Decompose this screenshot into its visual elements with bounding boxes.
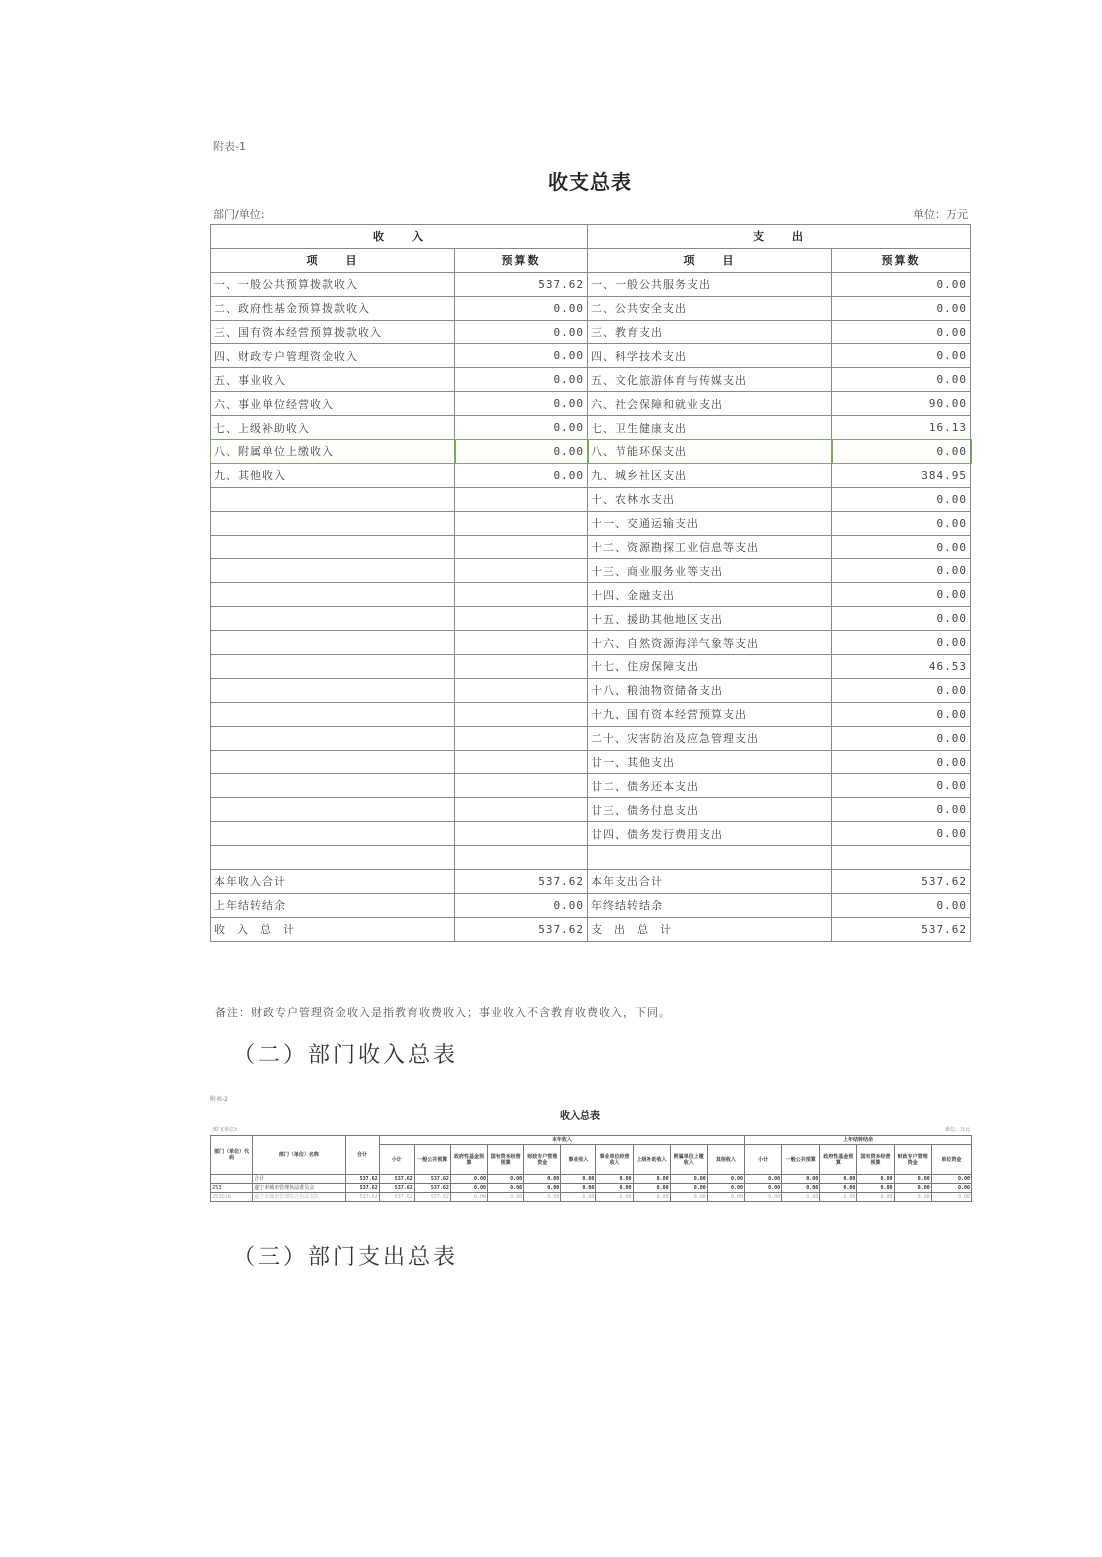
- department-label: 部门(单位):: [212, 1127, 238, 1133]
- expense-value: 0.00: [832, 702, 971, 726]
- cell-value: 0.00: [633, 1184, 670, 1193]
- income-value: [455, 798, 588, 822]
- expense-value: [832, 846, 971, 870]
- table-row: [211, 440, 971, 464]
- table-row: [211, 559, 971, 583]
- col-sub: 事业收入: [561, 1145, 596, 1175]
- cell-value: 0.00: [931, 1175, 971, 1184]
- expense-item: 十四、金融支出: [588, 583, 832, 607]
- col-sub: 财政专户管理资金: [524, 1145, 561, 1175]
- col-sub: 附属单位上缴收入: [670, 1145, 707, 1175]
- table-row: [211, 392, 971, 416]
- income-value: [455, 607, 588, 631]
- table-row: [211, 678, 971, 702]
- dept-name: 遂宁市城市管理综合执法支队: [253, 1193, 345, 1202]
- cell-value: 0.00: [820, 1193, 857, 1202]
- cell-value: 0.00: [524, 1175, 561, 1184]
- expense-header: 支 出: [588, 225, 971, 249]
- income-value: [455, 726, 588, 750]
- expense-value: 0.00: [832, 535, 971, 559]
- dept-name: 合计: [253, 1175, 345, 1184]
- dept-code: [211, 1175, 253, 1184]
- table-row: [211, 1175, 972, 1184]
- income-value: [455, 583, 588, 607]
- income-item: [211, 750, 455, 774]
- section-heading: （二）部门收入总表: [233, 1043, 459, 1068]
- income-value: [455, 631, 588, 655]
- income-item: 一、一般公共预算拨款收入: [211, 272, 455, 296]
- income-item: 九、其他收入: [211, 463, 455, 487]
- cell-value: 0.00: [561, 1184, 596, 1193]
- expense-item: 四、科学技术支出: [588, 344, 832, 368]
- cell-value: 0.00: [450, 1193, 487, 1202]
- expense-item: 十、农林水支出: [588, 487, 832, 511]
- income-item: [211, 822, 455, 846]
- cell-value: 0.00: [894, 1175, 931, 1184]
- cell-value: 0.00: [894, 1184, 931, 1193]
- expense-value: 0.00: [832, 511, 971, 535]
- cell-value: 537.62: [379, 1193, 414, 1202]
- expense-value: 0.00: [832, 559, 971, 583]
- expense-item: 十三、商业服务业等支出: [588, 559, 832, 583]
- table-row: [211, 750, 971, 774]
- table-row: [211, 416, 971, 440]
- expense-item: 十二、资源勘探工业信息等支出: [588, 535, 832, 559]
- cell-value: 0.00: [561, 1175, 596, 1184]
- income-item: 四、财政专户管理资金收入: [211, 344, 455, 368]
- income-value: 0.00: [455, 440, 588, 464]
- expense-item: 八、节能环保支出: [588, 440, 832, 464]
- expense-value: 0.00: [832, 774, 971, 798]
- table-row: [211, 583, 971, 607]
- table-row: [211, 463, 971, 487]
- expense-value: 0.00: [832, 678, 971, 702]
- income-item: 六、事业单位经营收入: [211, 392, 455, 416]
- table-row: [211, 1193, 972, 1202]
- col-sub: 财政专户管理资金: [894, 1145, 931, 1175]
- table-row: [211, 846, 971, 870]
- income-value: [455, 655, 588, 679]
- cell-value: 0.00: [745, 1193, 782, 1202]
- income-value: 537.62: [455, 272, 588, 296]
- income-item: [211, 583, 455, 607]
- income-value: 0.00: [455, 320, 588, 344]
- expense-item: 二十、灾害防治及应急管理支出: [588, 726, 832, 750]
- table-row: [211, 535, 971, 559]
- table-row: [211, 272, 971, 296]
- cell-value: 0.00: [450, 1175, 487, 1184]
- col-sub: 事业单位经营收入: [596, 1145, 633, 1175]
- income-item: [211, 846, 455, 870]
- cell-value: 0.00: [857, 1193, 894, 1202]
- income-item: [211, 559, 455, 583]
- income-item: 二、政府性基金预算拨款收入: [211, 296, 455, 320]
- income-value: 0.00: [455, 392, 588, 416]
- expense-item: 廿三、债务付息支出: [588, 798, 832, 822]
- col-sub: 政府性基金预算: [820, 1145, 857, 1175]
- cell-value: 0.00: [524, 1184, 561, 1193]
- cell-value: 537.62: [414, 1193, 450, 1202]
- dept-name: 遂宁市城市管理执法委员会: [253, 1184, 345, 1193]
- expense-value: 0.00: [832, 726, 971, 750]
- table-row: [211, 344, 971, 368]
- income-item: [211, 511, 455, 535]
- cell-value: 0.00: [561, 1193, 596, 1202]
- income-value: 0.00: [455, 893, 588, 917]
- cell-value: 0.00: [857, 1175, 894, 1184]
- income-summary-table: [210, 1135, 972, 1202]
- table-row: [211, 1184, 972, 1193]
- attachment-label: 附表-2: [210, 1096, 228, 1103]
- table-row: [211, 893, 971, 917]
- expense-value: 0.00: [832, 440, 971, 464]
- expense-value: 0.00: [832, 320, 971, 344]
- cell-value: 0.00: [488, 1184, 524, 1193]
- expense-value: 0.00: [832, 296, 971, 320]
- expense-item: 二、公共安全支出: [588, 296, 832, 320]
- expense-item: 七、卫生健康支出: [588, 416, 832, 440]
- expense-value: 46.53: [832, 655, 971, 679]
- total-value: 537.62: [345, 1175, 379, 1184]
- expense-item: 廿一、其他支出: [588, 750, 832, 774]
- expense-item: [588, 846, 832, 870]
- income-item: 收入总计: [211, 917, 455, 941]
- cell-value: 0.00: [524, 1193, 561, 1202]
- income-item: 本年收入合计: [211, 870, 455, 894]
- expense-value: 90.00: [832, 392, 971, 416]
- cell-value: 0.00: [894, 1193, 931, 1202]
- income-value: [455, 702, 588, 726]
- expense-value: 0.00: [832, 798, 971, 822]
- table-row: [211, 798, 971, 822]
- cell-value: 0.00: [931, 1193, 971, 1202]
- expense-value: 537.62: [832, 870, 971, 894]
- expense-item: 十八、粮油物资储备支出: [588, 678, 832, 702]
- cell-value: 0.00: [707, 1175, 744, 1184]
- table-row: [211, 320, 971, 344]
- cell-value: 0.00: [707, 1184, 744, 1193]
- cell-value: 0.00: [745, 1184, 782, 1193]
- table-row: [211, 774, 971, 798]
- table-title: 收支总表: [548, 170, 632, 194]
- income-value: 0.00: [455, 463, 588, 487]
- income-item: [211, 678, 455, 702]
- cell-value: 0.00: [857, 1184, 894, 1193]
- cell-value: 0.00: [488, 1193, 524, 1202]
- income-value: [455, 774, 588, 798]
- cell-value: 0.00: [596, 1193, 633, 1202]
- income-item: [211, 774, 455, 798]
- income-item: [211, 535, 455, 559]
- income-value: 537.62: [455, 917, 588, 941]
- expense-item: 支出总计: [588, 917, 832, 941]
- col-last-year: 上年结转结余: [745, 1136, 972, 1145]
- table-row: [211, 511, 971, 535]
- expense-item: 五、文化旅游体育与传媒支出: [588, 368, 832, 392]
- expense-item: 十六、自然资源海洋气象等支出: [588, 631, 832, 655]
- cell-value: 0.00: [633, 1193, 670, 1202]
- cell-value: 0.00: [745, 1175, 782, 1184]
- table-row: [211, 655, 971, 679]
- expense-value: 0.00: [832, 272, 971, 296]
- expense-item: 十九、国有资本经营预算支出: [588, 702, 832, 726]
- expense-item: 十七、住房保障支出: [588, 655, 832, 679]
- cell-value: 537.62: [379, 1175, 414, 1184]
- col-sub: 其他收入: [707, 1145, 744, 1175]
- cell-value: 0.00: [670, 1184, 707, 1193]
- expense-value: 0.00: [832, 368, 971, 392]
- col-sub: 小计: [745, 1145, 782, 1175]
- income-item: [211, 487, 455, 511]
- total-value: 537.62: [345, 1193, 379, 1202]
- table-title: 收入总表: [560, 1111, 600, 1122]
- expense-item: 廿四、债务发行费用支出: [588, 822, 832, 846]
- income-value: 0.00: [455, 416, 588, 440]
- cell-value: 537.62: [379, 1184, 414, 1193]
- income-value: [455, 535, 588, 559]
- attachment-label: 附表-1: [213, 140, 246, 153]
- col-sub: 小计: [379, 1145, 414, 1175]
- table-row: [211, 631, 971, 655]
- income-item: [211, 798, 455, 822]
- income-item: [211, 726, 455, 750]
- expense-item: 十五、援助其他地区支出: [588, 607, 832, 631]
- col-total: 合计: [345, 1136, 379, 1175]
- cell-value: 0.00: [596, 1175, 633, 1184]
- col-item: 项 目: [588, 248, 832, 272]
- col-sub: 一般公共预算: [414, 1145, 450, 1175]
- income-item: 八、附属单位上缴收入: [211, 440, 455, 464]
- cell-value: 0.00: [488, 1175, 524, 1184]
- expense-value: 0.00: [832, 750, 971, 774]
- income-item: 上年结转结余: [211, 893, 455, 917]
- expense-value: 0.00: [832, 607, 971, 631]
- expense-value: 16.13: [832, 416, 971, 440]
- expense-value: 0.00: [832, 583, 971, 607]
- cell-value: 537.62: [414, 1184, 450, 1193]
- cell-value: 0.00: [782, 1184, 820, 1193]
- expense-value: 0.00: [832, 822, 971, 846]
- col-item: 项 目: [211, 248, 455, 272]
- col-code: 部门（单位）代码: [211, 1136, 253, 1175]
- cell-value: 0.00: [820, 1175, 857, 1184]
- income-value: [455, 822, 588, 846]
- total-value: 537.62: [345, 1184, 379, 1193]
- cell-value: 0.00: [633, 1175, 670, 1184]
- dept-code: 253: [211, 1184, 253, 1193]
- cell-value: 0.00: [782, 1175, 820, 1184]
- cell-value: 0.00: [596, 1184, 633, 1193]
- expense-value: 0.00: [832, 487, 971, 511]
- expense-value: 384.95: [832, 463, 971, 487]
- cell-value: 0.00: [450, 1184, 487, 1193]
- budget-summary-table: [210, 224, 971, 942]
- col-sub: 国有资本经营预算: [488, 1145, 524, 1175]
- col-sub: 一般公共预算: [782, 1145, 820, 1175]
- dept-code: 253016: [211, 1193, 253, 1202]
- income-item: 七、上级补助收入: [211, 416, 455, 440]
- expense-value: 0.00: [832, 631, 971, 655]
- income-value: [455, 678, 588, 702]
- expense-item: 廿二、债务还本支出: [588, 774, 832, 798]
- col-budget: 预算数: [455, 248, 588, 272]
- section-heading: （三）部门支出总表: [233, 1245, 459, 1270]
- table-row: [211, 368, 971, 392]
- income-value: [455, 559, 588, 583]
- cell-value: 0.00: [670, 1193, 707, 1202]
- department-label: 部门/单位:: [213, 208, 265, 221]
- income-header: 收 入: [211, 225, 588, 249]
- income-item: [211, 702, 455, 726]
- cell-value: 0.00: [931, 1184, 971, 1193]
- expense-value: 537.62: [832, 917, 971, 941]
- col-sub: 政府性基金预算: [450, 1145, 487, 1175]
- expense-item: 年终结转结余: [588, 893, 832, 917]
- cell-value: 0.00: [670, 1175, 707, 1184]
- unit-label: 单位：万元: [913, 208, 968, 221]
- income-value: 0.00: [455, 344, 588, 368]
- table-row: [211, 870, 971, 894]
- cell-value: 0.00: [707, 1193, 744, 1202]
- expense-item: 本年支出合计: [588, 870, 832, 894]
- income-value: 0.00: [455, 296, 588, 320]
- expense-item: 九、城乡社区支出: [588, 463, 832, 487]
- income-value: 537.62: [455, 870, 588, 894]
- income-value: 0.00: [455, 368, 588, 392]
- unit-label: 单位：万元: [944, 1127, 970, 1133]
- col-sub: 单位资金: [931, 1145, 971, 1175]
- table-row: [211, 487, 971, 511]
- expense-value: 0.00: [832, 344, 971, 368]
- table-row: [211, 917, 971, 941]
- col-budget: 预算数: [832, 248, 971, 272]
- col-sub: 上级补助收入: [633, 1145, 670, 1175]
- col-this-year: 本年收入: [379, 1136, 744, 1145]
- expense-item: 三、教育支出: [588, 320, 832, 344]
- income-item: [211, 655, 455, 679]
- table-note: 备注：财政专户管理资金收入是指教育收费收入；事业收入不含教育收费收入，下同。: [215, 1006, 671, 1019]
- cell-value: 0.00: [820, 1184, 857, 1193]
- income-item: 三、国有资本经营预算拨款收入: [211, 320, 455, 344]
- table-row: [211, 726, 971, 750]
- expense-item: 六、社会保障和就业支出: [588, 392, 832, 416]
- income-value: [455, 511, 588, 535]
- col-sub: 国有资本经营预算: [857, 1145, 894, 1175]
- cell-value: 537.62: [414, 1175, 450, 1184]
- income-value: [455, 846, 588, 870]
- table-row: [211, 822, 971, 846]
- income-value: [455, 750, 588, 774]
- expense-value: 0.00: [832, 893, 971, 917]
- expense-item: 十一、交通运输支出: [588, 511, 832, 535]
- expense-item: 一、一般公共服务支出: [588, 272, 832, 296]
- income-item: 五、事业收入: [211, 368, 455, 392]
- income-item: [211, 631, 455, 655]
- income-value: [455, 487, 588, 511]
- cell-value: 0.00: [782, 1193, 820, 1202]
- table-row: [211, 296, 971, 320]
- income-item: [211, 607, 455, 631]
- table-row: [211, 702, 971, 726]
- col-name: 部门（单位）名称: [253, 1136, 345, 1175]
- table-row: [211, 607, 971, 631]
